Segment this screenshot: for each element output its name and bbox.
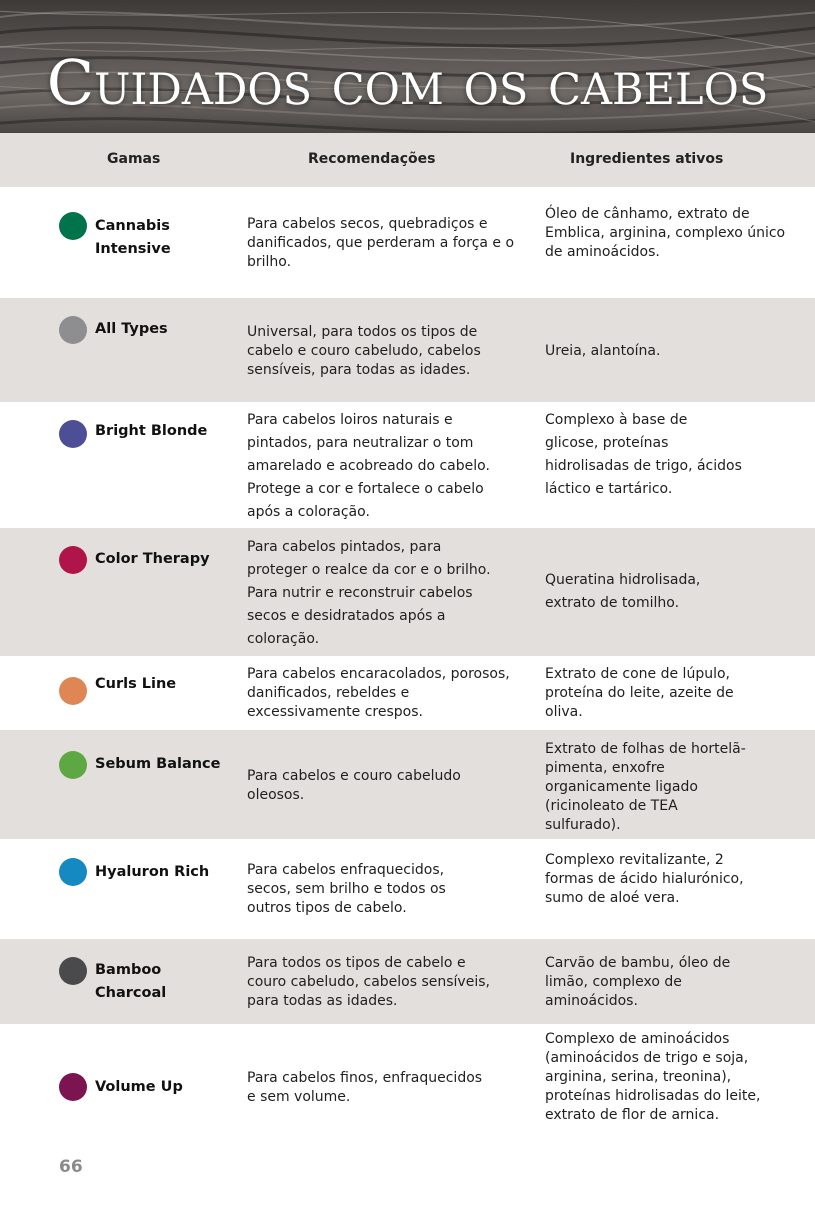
ingredients-text: Óleo de cânhamo, extrato de Emblica, arginina, complexo único de aminoácidos. [545, 206, 786, 260]
recommendation-text: Para cabelos encaracolados, porosos, danificados, rebeldes e excessivamente crespos. [247, 666, 510, 720]
range-name: Curls Line [95, 676, 177, 692]
ingredients-text: Complexo à base de glicose, proteínas hidrolisadas de trigo, ácidos láctico e tartárico. [545, 412, 742, 497]
page-number: 66 [59, 1157, 83, 1177]
range-color-dot [59, 546, 87, 574]
range-color-dot [59, 212, 87, 240]
table-row [0, 402, 815, 528]
range-color-dot [59, 677, 87, 705]
ingredients-text: Ureia, alantoína. [545, 343, 661, 359]
recommendation-text: Para todos os tipos de cabelo e couro cabeludo, cabelos sensíveis, para todas as idades. [247, 955, 490, 1009]
ingredients-text: Queratina hidrolisada, extrato de tomilho. [545, 572, 701, 611]
range-name: Hyaluron Rich [95, 864, 210, 880]
range-name: Bright Blonde [95, 423, 208, 439]
recommendation-text: Para cabelos pintados, para proteger o realce da cor e o brilho. Para nutrir e reconstruir cabelos secos e desidratados após a coloração. [247, 539, 491, 647]
table-row [0, 298, 815, 402]
recommendation-text: Para cabelos enfraquecidos, secos, sem brilho e todos os outros tipos de cabelo. [247, 862, 446, 916]
table-row [0, 730, 815, 839]
ingredients-text: Complexo revitalizante, 2 formas de ácido hialurónico, sumo de aloé vera. [545, 852, 744, 906]
recommendation-text: Universal, para todos os tipos de cabelo e couro cabeludo, cabelos sensíveis, para todas as idades. [247, 324, 481, 378]
ingredients-text: Extrato de folhas de hortelã-pimenta, enxofre organicamente ligado (ricinoleato de TEA sulfurado). [545, 741, 746, 833]
range-color-dot [59, 420, 87, 448]
recommendation-text: Para cabelos finos, enfraquecidos e sem volume. [247, 1070, 483, 1105]
table-row [0, 187, 815, 298]
table-row [0, 1024, 815, 1150]
recommendation-text: Para cabelos secos, quebradiços e danificados, que perderam a força e o brilho. [247, 216, 515, 270]
range-name: Bamboo Charcoal [95, 962, 167, 1001]
range-color-dot [59, 316, 87, 344]
range-color-dot [59, 858, 87, 886]
recommendation-text: Para cabelos loiros naturais e pintados, para neutralizar o tom amarelado e acobreado do cabelo. Protege a cor e fortalece o cabelo após a coloração. [247, 412, 490, 520]
table-row [0, 656, 815, 730]
table-row [0, 939, 815, 1024]
column-header-range: Gamas [107, 151, 161, 167]
ingredients-text: Carvão de bambu, óleo de limão, complexo de aminoácidos. [545, 955, 731, 1009]
range-name: Volume Up [95, 1079, 183, 1095]
table-row [0, 528, 815, 656]
ingredients-text: Extrato de cone de lúpulo, proteína do leite, azeite de oliva. [545, 666, 734, 720]
recommendation-text: Para cabelos e couro cabeludo oleosos. [247, 768, 461, 803]
range-color-dot [59, 751, 87, 779]
header-banner [0, 0, 815, 133]
range-color-dot [59, 1073, 87, 1101]
table-header [0, 133, 815, 187]
ingredients-text: Complexo de aminoácidos (aminoácidos de trigo e soja, arginina, serina, treonina), proteínas hidrolisadas do leite, extrato de flor de arnica. [545, 1031, 761, 1123]
range-name: All Types [95, 321, 168, 337]
column-header-ingredients: Ingredientes ativos [570, 151, 724, 167]
range-name: Cannabis Intensive [95, 218, 171, 257]
table-row [0, 839, 815, 939]
range-name: Sebum Balance [95, 756, 221, 772]
range-color-dot [59, 957, 87, 985]
range-name: Color Therapy [95, 551, 210, 567]
column-header-recommendations: Recomendações [308, 151, 436, 167]
page-title: Cuidados com os cabelos [46, 46, 769, 119]
